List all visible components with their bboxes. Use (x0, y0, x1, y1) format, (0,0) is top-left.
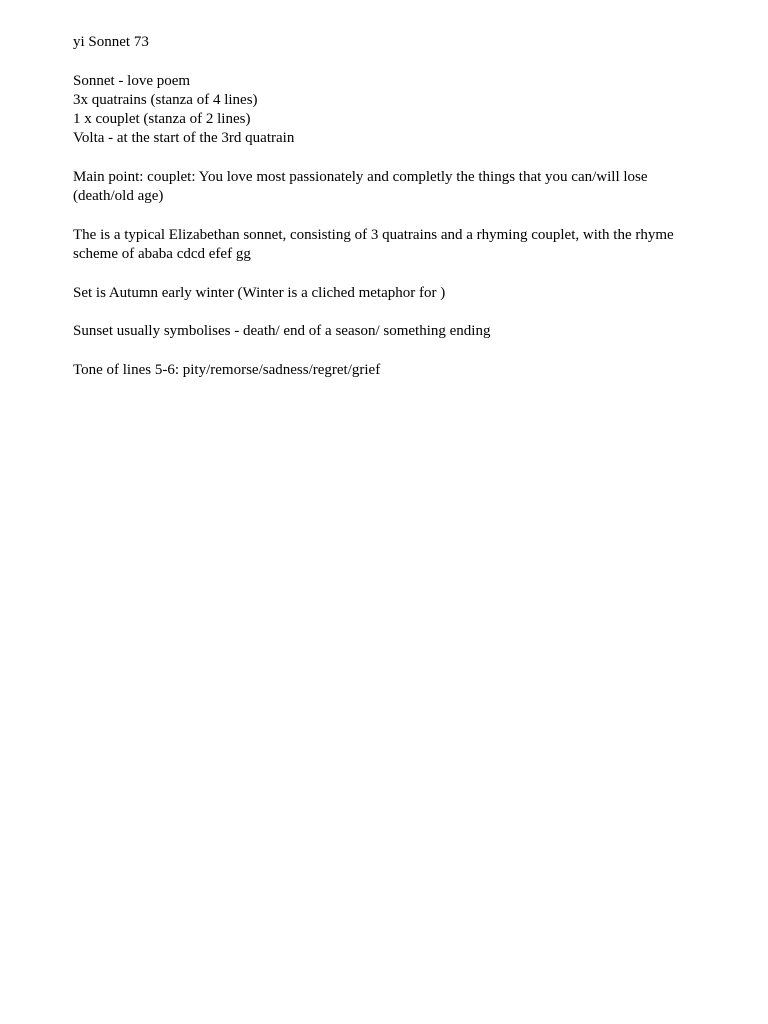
structure-line-quatrains: 3x quatrains (stanza of 4 lines) (73, 91, 258, 108)
document-title-paragraph (73, 33, 703, 52)
main-point-line-1: Main point: couplet: You love most passionately and completly the things that you can/will lose (73, 169, 648, 186)
document-title: yi Sonnet 73 (73, 34, 149, 50)
tone-paragraph (73, 361, 703, 380)
sunset-text: Sunset usually symbolises - death/ end of a season/ something ending (73, 323, 491, 340)
form-line-2: scheme of ababa cdcd efef gg (73, 246, 251, 263)
structure-line-sonnet: Sonnet - love poem (73, 72, 191, 89)
main-point-paragraph (73, 168, 703, 207)
tone-text: Tone of lines 5-6: pity/remorse/sadness/regret/grief (73, 362, 381, 379)
structure-paragraph (73, 72, 703, 149)
form-paragraph (73, 226, 703, 265)
form-line-1: The is a typical Elizabethan sonnet, consisting of 3 quatrains and a rhyming couplet, with the rhyme (73, 226, 674, 243)
structure-line-couplet: 1 x couplet (stanza of 2 lines) (73, 111, 251, 128)
document-page (73, 33, 703, 400)
main-point-line-2: (death/old age) (73, 188, 164, 205)
setting-text: Set is Autumn early winter (Winter is a cliched metaphor for ) (73, 284, 446, 301)
structure-line-volta: Volta - at the start of the 3rd quatrain (73, 130, 295, 147)
sunset-paragraph (73, 322, 703, 341)
setting-paragraph (73, 284, 703, 303)
